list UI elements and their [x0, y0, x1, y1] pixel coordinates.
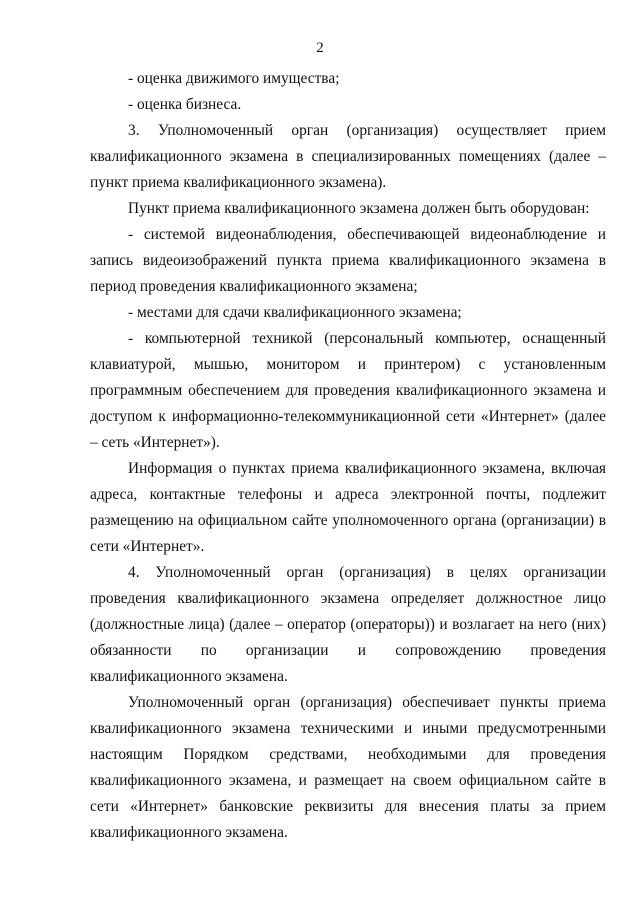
clause-4: 4. Уполномоченный орган (организация) в целях организации проведения квалификационного экзамена определяет должностное лицо (должностные лица) (далее – оператор (операторы)) и возлагает на него (них) обязанности по организации и сопровождению проведения квалификационного экзамена. — [90, 564, 606, 685]
info-paragraph: Информация о пунктах приема квалификационного экзамена, включая адреса, контактные телефоны и адреса электронной почты, подлежит размещению на официальном сайте уполномоченного органа (организации) в сети «Интернет». — [90, 460, 606, 555]
list-item-computer-equipment: - компьютерной техникой (персональный компьютер, оснащенный клавиатурой, мышью, монитором и принтером) с установленным программным обеспечением для проведения квалификационного экзамена и доступом к информационно-телекоммуникационной сети «Интернет» (далее – сеть «Интернет»). — [90, 330, 606, 451]
equipment-intro: Пункт приема квалификационного экзамена должен быть оборудован: — [128, 200, 590, 217]
list-item-exam-seats: - местами для сдачи квалификационного экзамена; — [128, 304, 462, 321]
clause-3: 3. Уполномоченный орган (организация) осуществляет прием квалификационного экзамена в специализированных помещениях (далее – пункт приема квалификационного экзамена). — [90, 122, 606, 191]
list-item-movable-property: - оценка движимого имущества; — [128, 70, 340, 87]
list-item-video-surveillance: - системой видеонаблюдения, обеспечивающей видеонаблюдение и запись видеоизображений пункта приема квалификационного экзамена в период проведения квалификационного экзамена; — [90, 226, 606, 295]
list-item-business: - оценка бизнеса. — [128, 96, 242, 113]
page-number: 2 — [316, 40, 324, 56]
provision-paragraph: Уполномоченный орган (организация) обеспечивает пункты приема квалификационного экзамена техническими и иными предусмотренными настоящим Порядком средствами, необходимыми для проведения квалификационного экзамена, и размещает на своем официальном сайте в сети «Интернет» банковские реквизиты для внесения платы за прием квалификационного экзамена. — [90, 694, 606, 841]
document-body — [90, 66, 606, 846]
